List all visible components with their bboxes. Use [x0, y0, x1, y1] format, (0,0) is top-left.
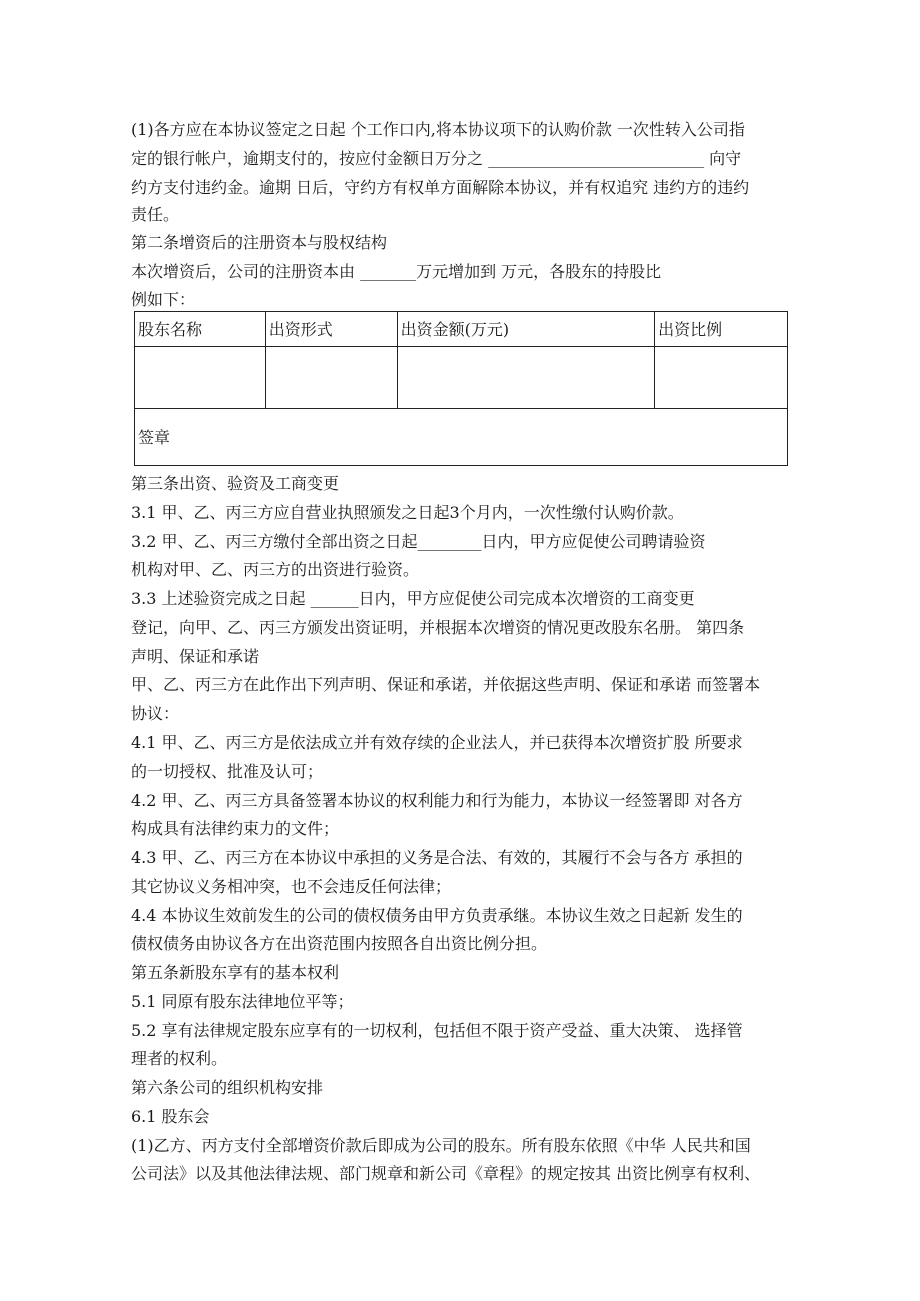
article-4-text: 甲、乙、丙三方在此作出下列声明、保证和承诺，并依据这些声明、保证和承诺 而签署本: [131, 675, 761, 694]
header-shareholder-name: 股东名称: [135, 312, 266, 347]
article-2-text: 本次增资后，公司的注册资本由 _______万元增加到 万元，各股东的持股比: [131, 262, 662, 281]
clause-4-1: 4.1 甲、乙、丙三方是依法成立并有效存续的企业法人，并已获得本次增资扩股 所要求: [131, 733, 743, 752]
clause-4-2: 4.2 甲、乙、丙三方具备签署本协议的权利能力和行为能力，本协议一经签署即 对各方: [131, 791, 743, 810]
table-cell: [397, 346, 655, 408]
clause-5-2: 理者的权利。: [131, 1049, 228, 1068]
table-cell: [135, 346, 266, 408]
clause-3-3: 3.3 上述验资完成之日起 ______日内，甲方应促使公司完成本次增资的工商变更: [131, 589, 695, 608]
table-header-row: [135, 312, 788, 347]
article-4-heading: 声明、保证和承诺: [131, 647, 260, 666]
article-2-text: 例如下：: [131, 290, 196, 309]
clause-3-2: 3.2 甲、乙、丙三方缴付全部出资之日起________日内，甲方应促使公司聘请验资: [131, 532, 706, 551]
article-6-heading: 第六条公司的组织机构安排: [131, 1078, 324, 1097]
clause-5-2: 5.2 享有法律规定股东应享有的一切权利，包括但不限于资产受益、重大决策、 选择管: [131, 1021, 743, 1040]
clause-4-3: 其它协议义务相冲突，也不会违反任何法律；: [131, 877, 452, 896]
clause-4-2: 构成具有法律约束力的文件；: [131, 819, 340, 838]
clause-6-1-text: (1)乙方、丙方支付全部增资价款后即成为公司的股东。所有股东依照《中华 人民共和国: [131, 1136, 751, 1155]
clause-1-line: 定的银行帐户，逾期支付的，按应付金额日万分之 ___________________________ 向守: [131, 149, 742, 168]
table-cell: [265, 346, 397, 408]
header-contribution-form: 出资形式: [265, 312, 397, 347]
header-contribution-ratio: 出资比例: [655, 312, 788, 347]
clause-4-3: 4.3 甲、乙、丙三方在本协议中承担的义务是合法、有效的，其履行不会与各方 承担的: [131, 848, 743, 867]
article-3-heading: 第三条出资、验资及工商变更: [131, 474, 340, 493]
header-contribution-amount: 出资金额(万元): [397, 312, 655, 347]
shareholding-table: [134, 311, 788, 466]
clause-3-2: 机构对甲、乙、丙三方的出资进行验资。: [131, 560, 420, 579]
clause-4-4: 4.4 本协议生效前发生的公司的债权债务由甲方负责承继。本协议生效之日起新 发生的: [131, 906, 743, 925]
clause-5-1: 5.1 同原有股东法律地位平等；: [131, 992, 354, 1011]
article-2-heading: 第二条增资后的注册资本与股权结构: [131, 233, 388, 252]
table-row: [135, 346, 788, 408]
clause-3-3: 登记，向甲、乙、丙三方颁发出资证明，并根据本次增资的情况更改股东名册。 第四条: [131, 618, 745, 637]
signature-row: [135, 408, 788, 465]
clause-4-1: 的一切授权、批准及认可；: [131, 762, 324, 781]
article-4-text: 协议：: [131, 704, 180, 723]
clause-3-1: 3.1 甲、乙、丙三方应自营业执照颁发之日起3个月内，一次性缴付认购价款。: [131, 503, 684, 522]
clause-6-1-heading: 6.1 股东会: [131, 1107, 210, 1126]
article-5-heading: 第五条新股东享有的基本权利: [131, 963, 340, 982]
clause-1-line: 责任。: [131, 205, 180, 224]
signature-label: 签章: [135, 408, 788, 465]
table-cell: [655, 346, 788, 408]
clause-6-1-text: 公司法》以及其他法律法规、部门规章和新公司《章程》的规定按其 出资比例享有权利、: [131, 1164, 761, 1183]
clause-1-line: (1)各方应在本协议签定之日起 个工作口内,将本协议项下的认购价款 一次性转入公司指: [131, 120, 745, 139]
clause-4-4: 债权债务由协议各方在出资范围内按照各自出资比例分担。: [131, 934, 548, 953]
clause-1-line: 约方支付违约金。逾期 日后，守约方有权单方面解除本协议，并有权追究 违约方的违约: [131, 178, 750, 197]
